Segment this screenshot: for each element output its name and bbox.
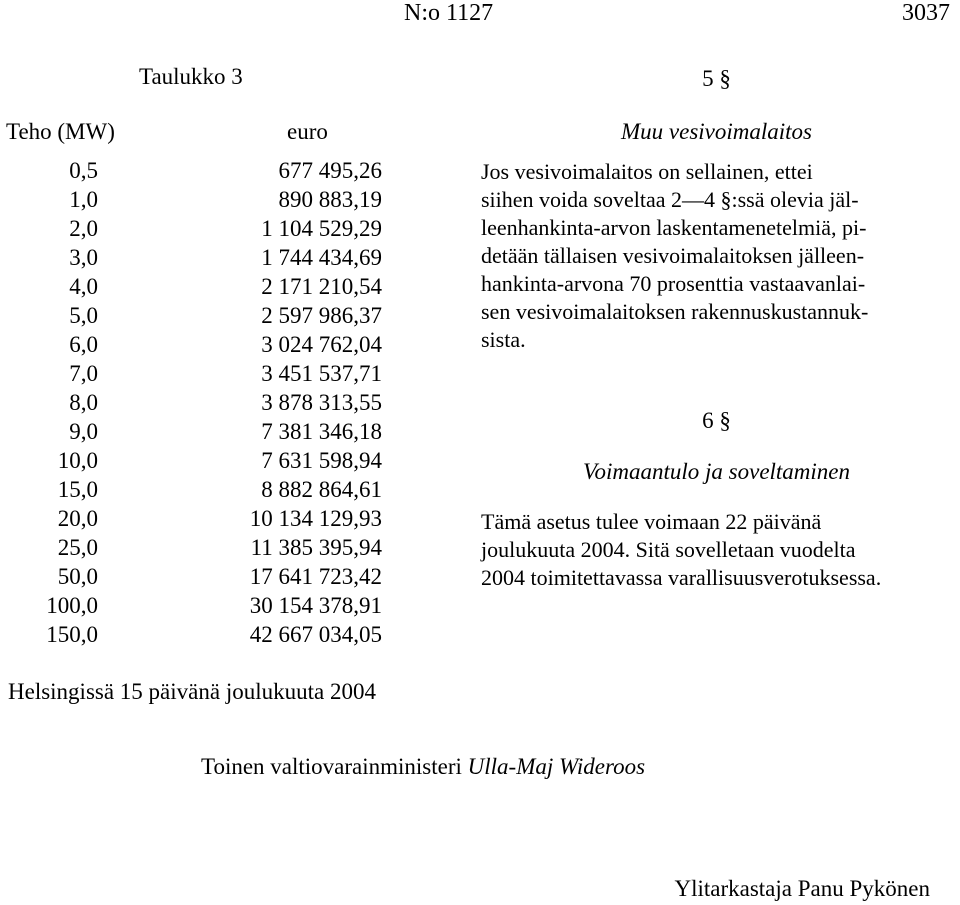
teho-cell: 7,0	[69, 361, 98, 386]
table-row	[0, 359, 400, 388]
euro-cell: 7 631 598,94	[261, 448, 382, 473]
col-header-euro: euro	[287, 119, 328, 144]
text-line: hankinta-arvona 70 prosenttia vastaavanlai-	[481, 271, 866, 296]
page-number: 3037	[902, 0, 950, 26]
text-line: siihen voida soveltaa 2—4 §:ssä olevia jäl-	[481, 187, 859, 212]
minister-name: Ulla-Maj Wideroos	[467, 754, 646, 779]
euro-cell: 3 024 762,04	[261, 332, 382, 357]
euro-cell: 10 134 129,93	[249, 506, 382, 531]
teho-cell: 10,0	[57, 448, 98, 473]
table-row	[0, 591, 400, 620]
euro-cell: 11 385 395,94	[250, 535, 382, 560]
teho-cell: 150,0	[46, 622, 98, 647]
text-line: 2004 toimitettavassa varallisuusverotuksessa.	[481, 565, 882, 590]
text-line: leenhankinta-arvon laskentamenetelmiä, pi-	[481, 215, 867, 240]
table-row	[0, 475, 400, 504]
section-5-number: 5 §	[702, 66, 731, 91]
euro-cell: 42 667 034,05	[249, 622, 382, 647]
table-row	[0, 417, 400, 446]
col-header-teho: Teho (MW)	[6, 119, 115, 144]
teho-cell: 20,0	[57, 506, 98, 531]
table-row	[0, 562, 400, 591]
text-line: detään tällaisen vesivoimalaitoksen jälleen-	[481, 243, 865, 268]
euro-cell: 2 171 210,54	[261, 274, 382, 299]
euro-cell: 17 641 723,42	[249, 564, 382, 589]
table-row	[0, 388, 400, 417]
euro-cell: 677 495,26	[278, 158, 382, 183]
teho-cell: 100,0	[46, 593, 98, 618]
table-row	[0, 504, 400, 533]
place-date: Helsingissä 15 päivänä joulukuuta 2004	[8, 679, 376, 704]
teho-cell: 3,0	[69, 245, 98, 270]
table-row	[0, 156, 400, 185]
table-row	[0, 243, 400, 272]
euro-cell: 890 883,19	[278, 187, 382, 212]
teho-cell: 6,0	[69, 332, 98, 357]
euro-cell: 7 381 346,18	[261, 419, 382, 444]
section-6	[481, 406, 952, 592]
section-5-title: Muu vesivoimalaitos	[621, 119, 812, 144]
euro-cell: 1 104 529,29	[261, 216, 382, 241]
euro-cell: 8 882 864,61	[261, 477, 382, 502]
text-line: joulukuuta 2004. Sitä sovelletaan vuodelta	[481, 537, 856, 562]
table-row	[0, 185, 400, 214]
table-caption: Taulukko 3	[139, 64, 243, 89]
minister-title: Toinen valtiovarainministeri	[201, 754, 462, 779]
euro-cell: 3 878 313,55	[261, 390, 382, 415]
issue-number: N:o 1127	[404, 0, 494, 26]
table-row	[0, 446, 400, 475]
teho-cell: 5,0	[69, 303, 98, 328]
table-row	[0, 620, 400, 649]
inspector-signature: Ylitarkastaja Panu Pykönen	[674, 876, 930, 901]
teho-cell: 9,0	[69, 419, 98, 444]
table-row	[0, 214, 400, 243]
teho-cell: 8,0	[69, 390, 98, 415]
section-5	[481, 64, 952, 354]
section-6-body	[481, 508, 952, 592]
text-line: sen vesivoimalaitoksen rakennuskustannuk-	[481, 299, 869, 324]
teho-cell: 4,0	[69, 274, 98, 299]
teho-cell: 2,0	[69, 216, 98, 241]
teho-cell: 50,0	[57, 564, 98, 589]
section-6-number: 6 §	[702, 408, 731, 433]
table-row	[0, 301, 400, 330]
euro-cell: 3 451 537,71	[261, 361, 382, 386]
table-row	[0, 533, 400, 562]
text-line: sista.	[481, 327, 526, 352]
table-row	[0, 272, 400, 301]
teho-cell: 0,5	[69, 158, 98, 183]
section-5-body	[481, 158, 952, 354]
minister-line	[201, 752, 645, 781]
euro-cell: 1 744 434,69	[261, 245, 382, 270]
euro-cell: 30 154 378,91	[249, 593, 382, 618]
table-row	[0, 330, 400, 359]
text-line: Tämä asetus tulee voimaan 22 päivänä	[481, 509, 822, 534]
teho-cell: 15,0	[57, 477, 98, 502]
teho-cell: 1,0	[69, 187, 98, 212]
teho-cell: 25,0	[57, 535, 98, 560]
euro-cell: 2 597 986,37	[261, 303, 382, 328]
section-6-title: Voimaantulo ja soveltaminen	[582, 459, 851, 484]
text-line: Jos vesivoimalaitos on sellainen, ettei	[481, 159, 813, 184]
